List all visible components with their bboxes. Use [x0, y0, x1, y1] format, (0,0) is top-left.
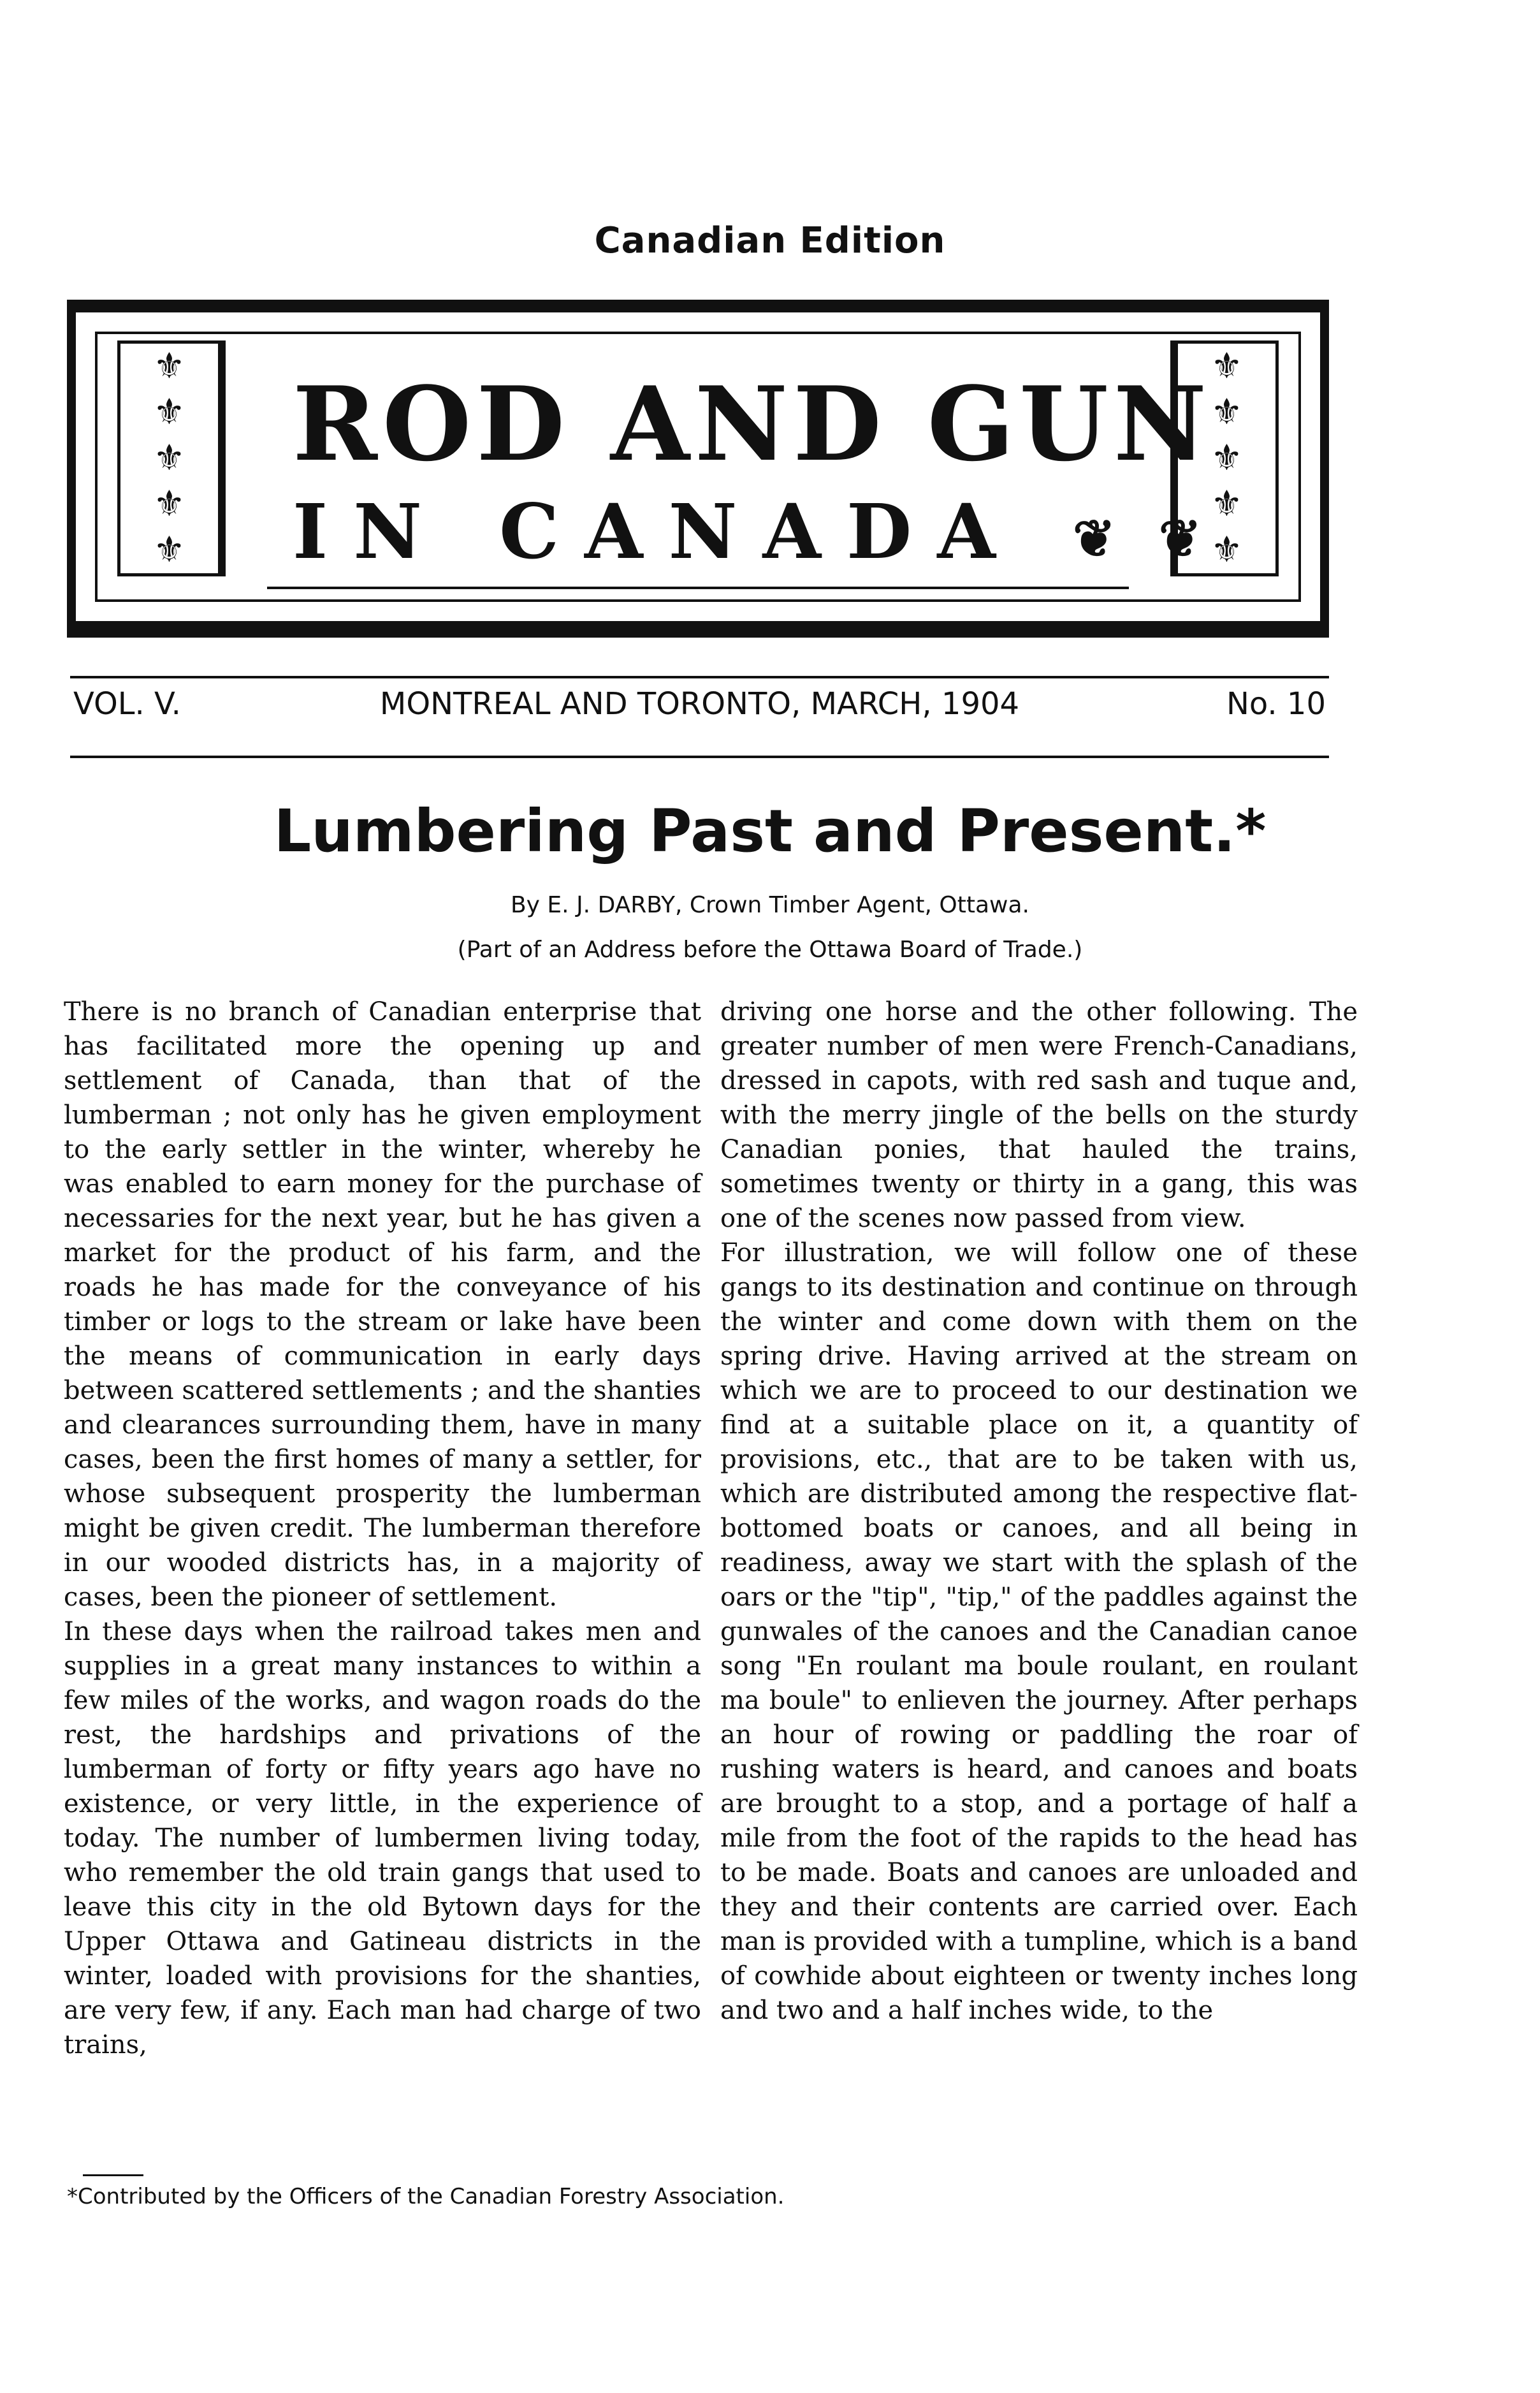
left-fleuron-panel	[117, 340, 226, 576]
right-fleuron-panel	[1170, 340, 1279, 576]
fleur-de-lis-icon: ⚜	[1210, 437, 1243, 479]
fleur-de-lis-icon: ⚜	[1210, 483, 1243, 525]
issue-bottom-rule	[70, 756, 1329, 758]
footnote-rule	[83, 2174, 143, 2176]
leaf-ornament-icon: ❦ ❦	[1073, 508, 1214, 569]
masthead-title: ROD AND GUN	[293, 364, 1212, 484]
edition-label: Canadian Edition	[594, 220, 946, 261]
paragraph: driving one horse and the other following. The greater number of men were French-Canadians, dressed in capots, with red sash and tuque and, with the merry jingle of the bells on the sturdy Canadian ponies, that hauled the trains, sometimes twenty or thirty in a gang, this was one of the scenes now passed from view.	[720, 997, 1358, 1233]
fleur-de-lis-icon: ⚜	[153, 529, 185, 571]
masthead	[67, 300, 1329, 638]
fleur-de-lis-icon: ⚜	[1210, 346, 1243, 387]
paragraph: In these days when the railroad takes men and supplies in a great many instances to within a few miles of the works, and wagon roads do the rest, the hardships and privations of the lumberman of forty or fifty years ago have no existence, or very little, in the experience of today. The number of lumbermen living today, who remember the old train gangs that used to leave this city in the old Bytown days for the Upper Ottawa and Gatineau districts in the winter, loaded with provisions for the shanties, are very few, if any. Each man had charge of two trains,	[64, 1617, 701, 2060]
paragraph: There is no branch of Canadian enterprise that has facilitated more the opening up and settlement of Canada, than that of the lumberman ; not only has he given employment to the early settler in the winter, whereby he was enabled to earn money for the purchase of necessaries for the next year, but he has given a market for the product of his farm, and the roads he has made for the conveyance of his timber or logs to the stream or lake have been the means of communication in early days between scattered settlements ; and the shanties and clearances surrounding them, have in many cases, been the first homes of many a settler, for whose subsequent prosperity the lumberman might be given credit. The lumberman therefore in our wooded districts has, in a majority of cases, been the pioneer of settlement.	[64, 997, 701, 1612]
fleur-de-lis-icon: ⚜	[153, 437, 185, 479]
masthead-subtitle-text: IN CANADA	[293, 487, 1021, 576]
article-note: (Part of an Address before the Ottawa Board of Trade.)	[457, 937, 1083, 963]
place-date-label: MONTREAL AND TORONTO, MARCH, 1904	[379, 686, 1020, 722]
fleur-de-lis-icon: ⚜	[153, 483, 185, 525]
fleur-de-lis-icon: ⚜	[1210, 392, 1243, 433]
right-column	[720, 995, 1358, 2028]
fleur-de-lis-icon: ⚜	[1210, 529, 1243, 571]
article-title: Lumbering Past and Present.*	[273, 797, 1267, 865]
fleur-de-lis-icon: ⚜	[153, 346, 185, 387]
left-column	[64, 995, 701, 2062]
issue-top-rule	[70, 676, 1329, 678]
footnote: *Contributed by the Officers of the Canadian Forestry Association.	[67, 2184, 785, 2209]
volume-label: VOL. V.	[73, 686, 181, 722]
paragraph: For illustration, we will follow one of these gangs to its destination and continue on through the winter and come down with them on the spring drive. Having arrived at the stream on which we are to proceed to our destination we find at a suitable place on it, a quantity of provisions, etc., that are to be taken with us, which are distributed among the respective flat-bottomed boats or canoes, and all being in readiness, away we start with the splash of the oars or the "tip", "tip," of the paddles against the gunwales of the canoes and the Canadian canoe song "En roulant ma boule roulant, en roulant ma boule" to enlieven the journey. After perhaps an hour of rowing or paddling the roar of rushing waters is heard, and canoes and boats are brought to a stop, and a portage of half a mile from the foot of the rapids to the head has to be made. Boats and canoes are unloaded and they and their contents are carried over. Each man is provided with a tumpline, which is a band of cowhide about eighteen or twenty inches long and two and a half inches wide, to the	[720, 1238, 1358, 2025]
issue-number-label: No. 10	[1226, 686, 1326, 722]
article-byline: By E. J. DARBY, Crown Timber Agent, Ottawa.	[510, 892, 1029, 918]
masthead-rule	[267, 587, 1129, 589]
masthead-subtitle	[293, 487, 1214, 576]
fleur-de-lis-icon: ⚜	[153, 392, 185, 433]
